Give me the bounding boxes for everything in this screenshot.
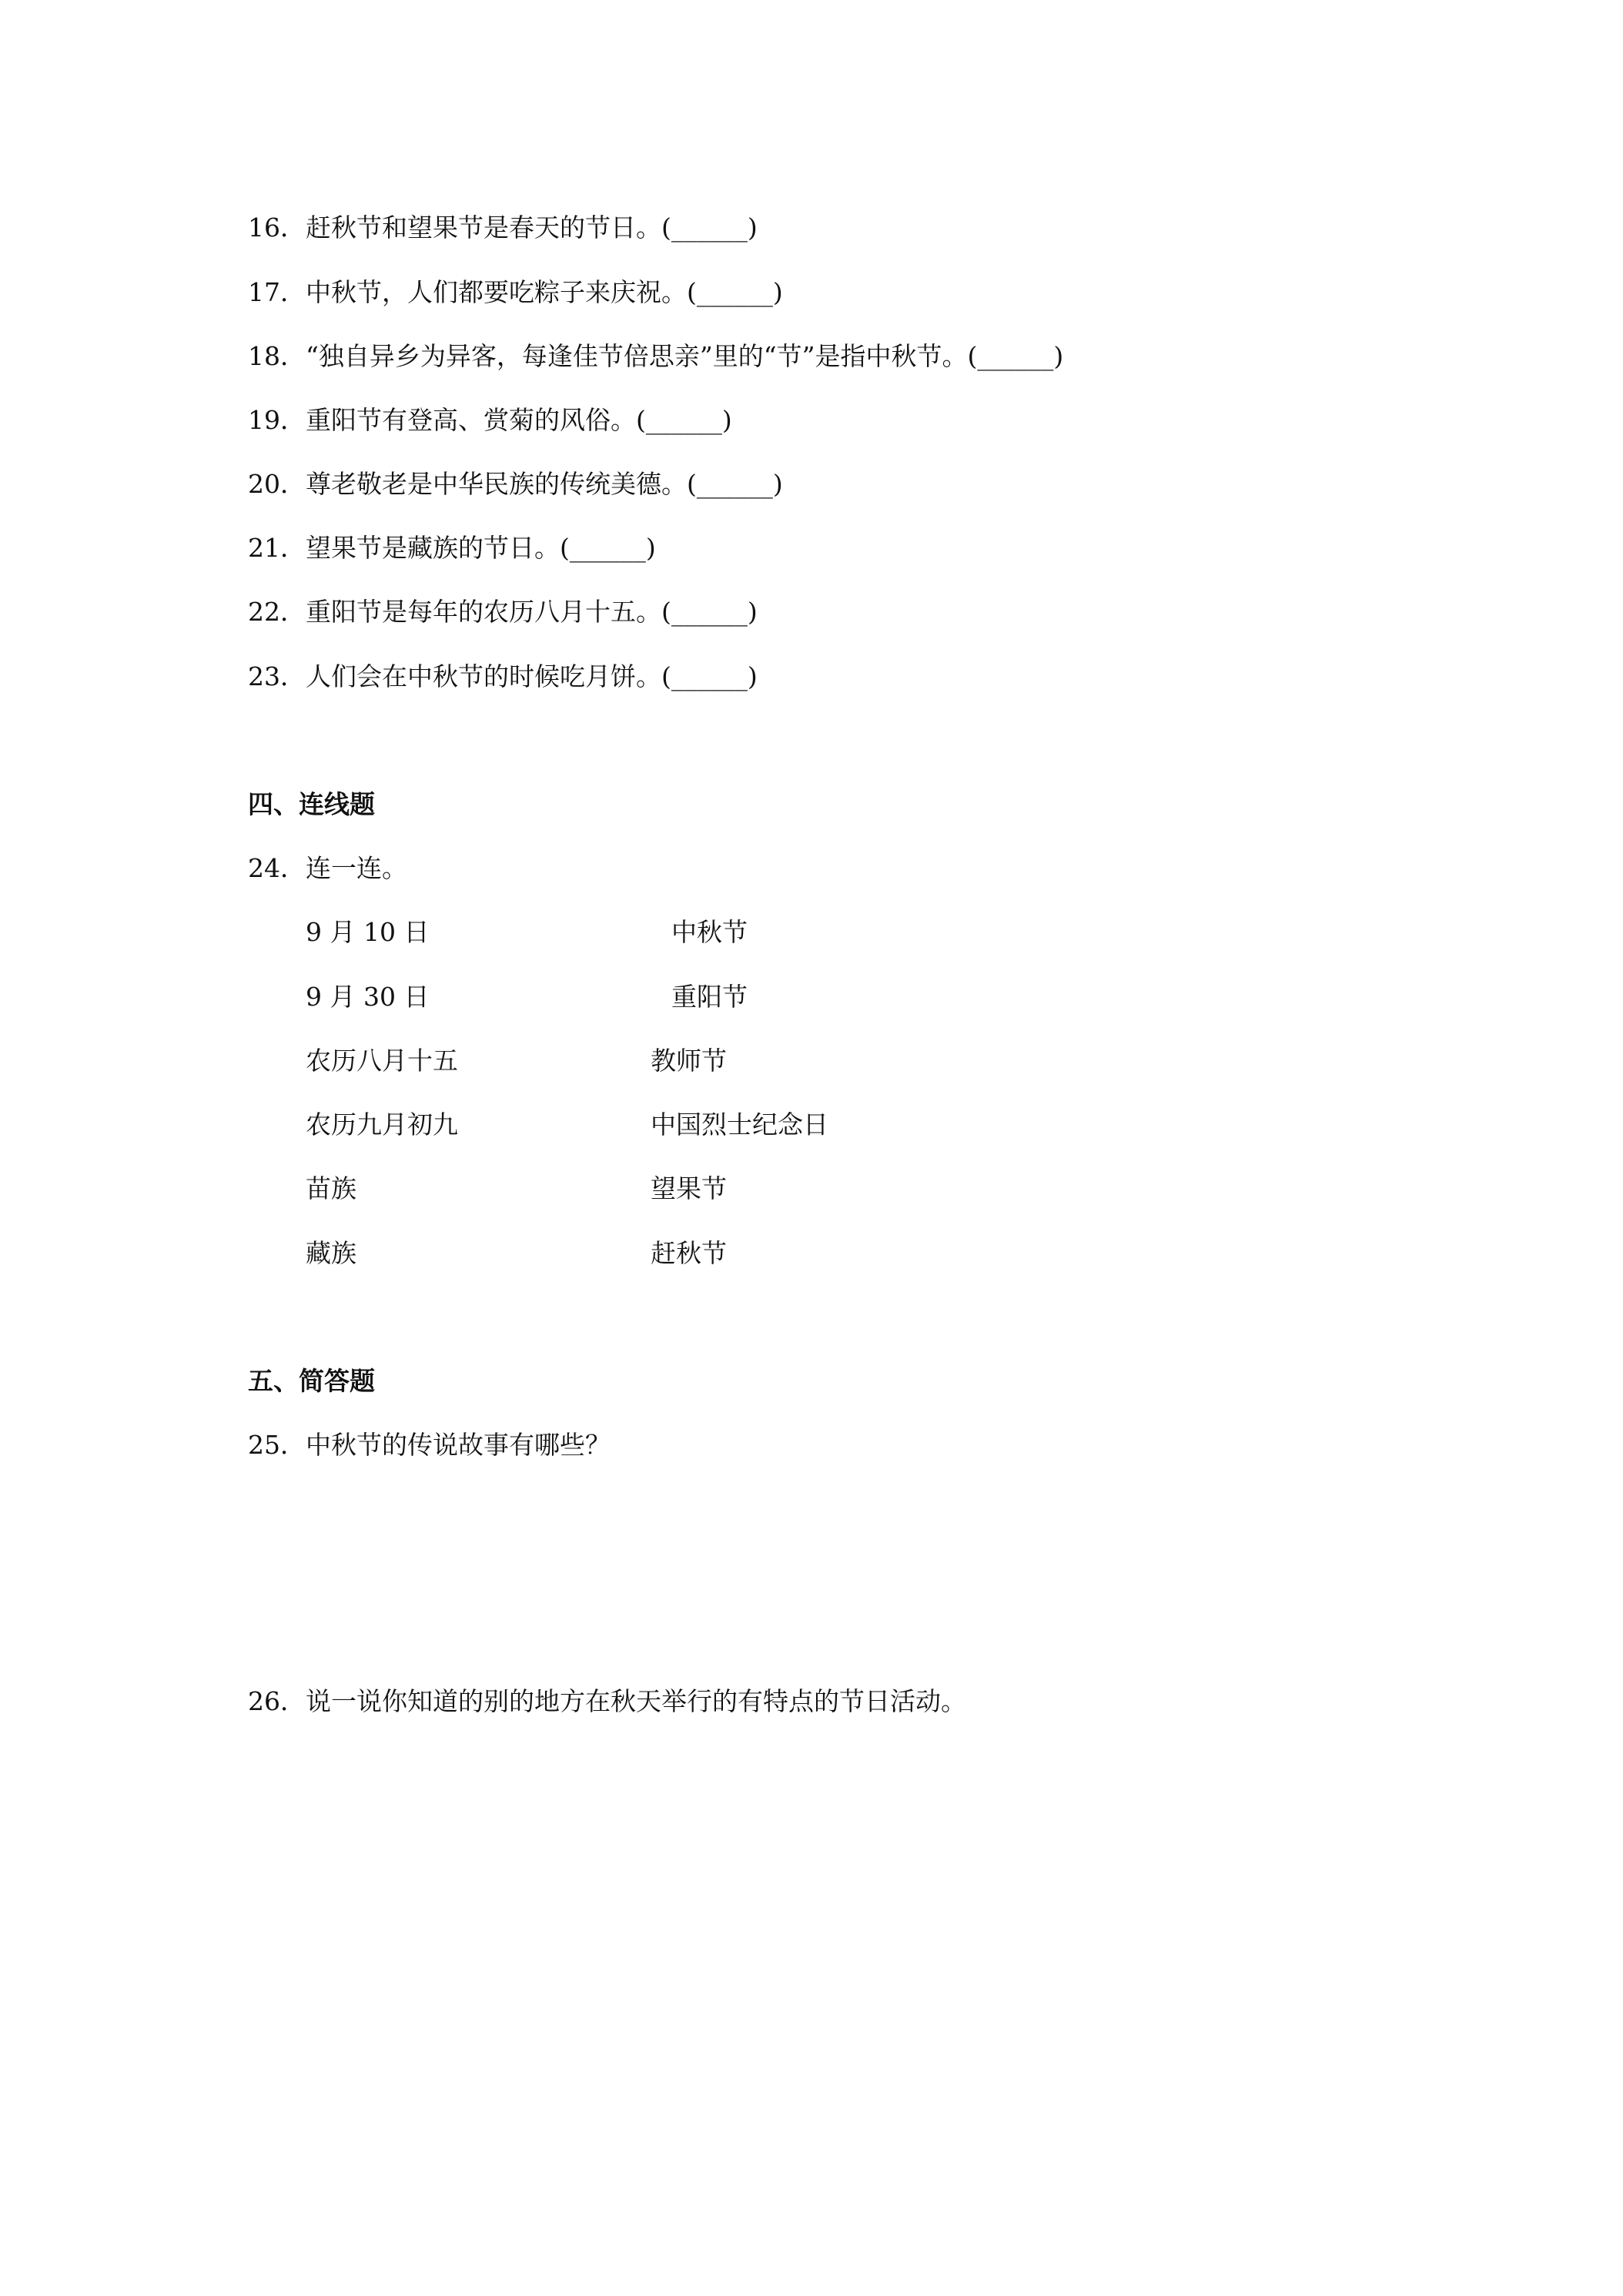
question-20: 20．尊老敬老是中华民族的传统美德。(______) (248, 469, 783, 499)
question-21: 21．望果节是藏族的节日。(______) (248, 533, 656, 563)
question-19: 19．重阳节有登高、赏菊的风俗。(______) (248, 405, 732, 435)
question-23: 23．人们会在中秋节的时候吃月饼。(______) (248, 661, 758, 691)
question-18: 18．“独自异乡为异客，每逢佳节倍思亲”里的“节”是指中秋节。(______) (248, 341, 1064, 371)
match-right-item: 教师节 (651, 1046, 727, 1076)
question-17: 17．中秋节，人们都要吃粽子来庆祝。(______) (248, 277, 783, 307)
question-16: 16．赶秋节和望果节是春天的节日。(______) (248, 213, 758, 243)
question-26: 26．说一说你知道的别的地方在秋天举行的有特点的节日活动。 (248, 1686, 966, 1716)
match-left-item: 9 月 10 日 (306, 917, 430, 947)
match-right-item: 重阳节 (671, 982, 748, 1012)
question-25: 25．中秋节的传说故事有哪些？ (248, 1430, 611, 1460)
match-left-item: 农历九月初九 (306, 1110, 458, 1140)
section-heading-matching: 四、连线题 (248, 789, 375, 819)
section-heading-short-answer: 五、简答题 (248, 1366, 375, 1396)
match-right-item: 赶秋节 (651, 1238, 727, 1268)
question-24: 24．连一连。 (248, 853, 407, 883)
match-left-item: 苗族 (306, 1173, 356, 1203)
match-left-item: 9 月 30 日 (306, 982, 430, 1012)
match-right-item: 望果节 (651, 1173, 727, 1203)
match-left-item: 农历八月十五 (306, 1046, 458, 1076)
question-22: 22．重阳节是每年的农历八月十五。(______) (248, 597, 758, 627)
match-left-item: 藏族 (306, 1238, 356, 1268)
match-right-item: 中国烈士纪念日 (651, 1110, 828, 1140)
match-right-item: 中秋节 (671, 917, 748, 947)
